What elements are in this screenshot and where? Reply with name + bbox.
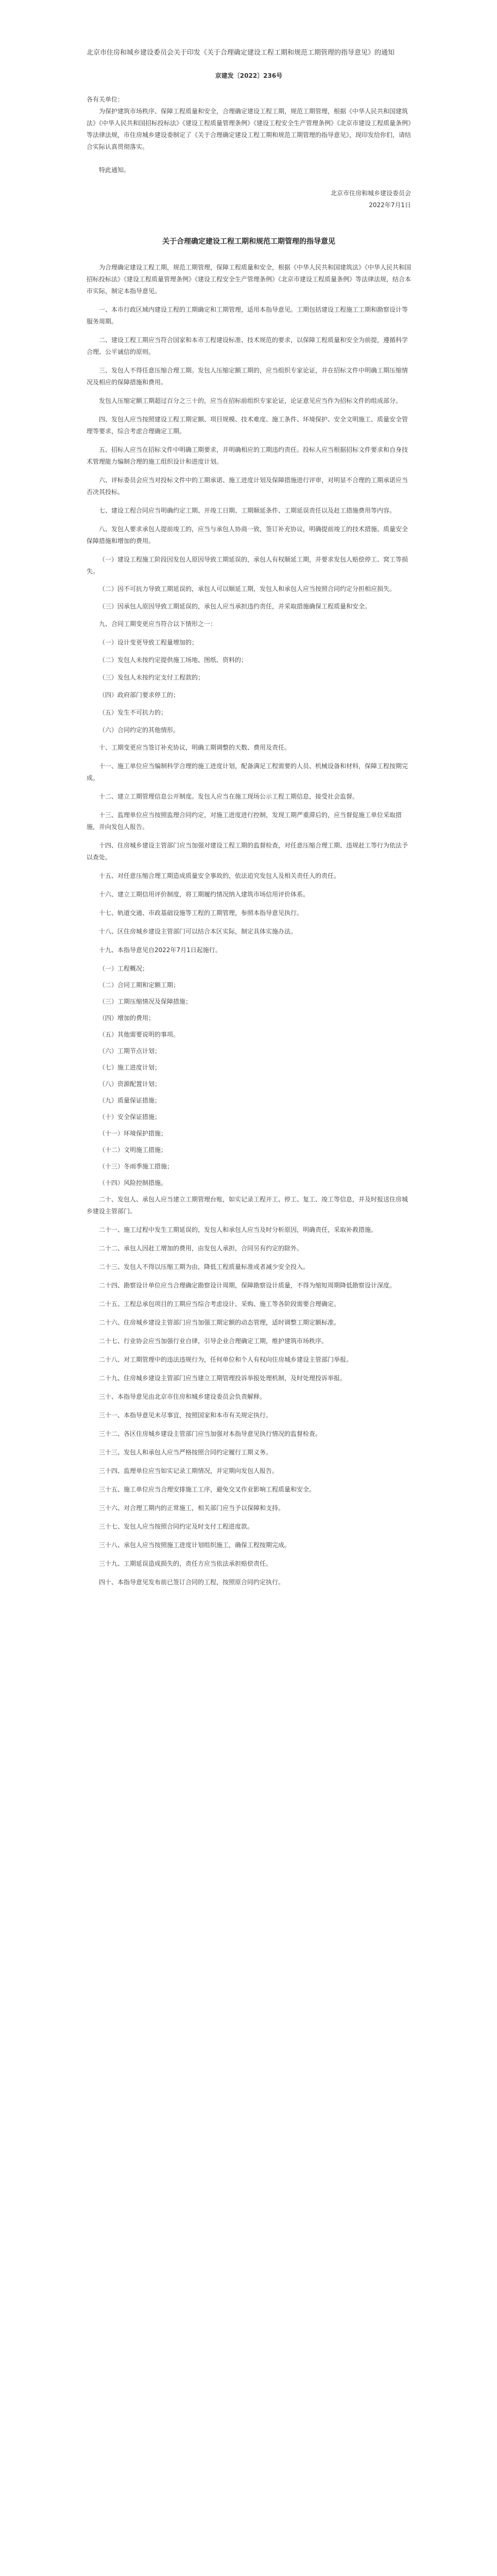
guide-paragraph: （四）政府部门要求停工的； <box>99 691 180 699</box>
guide-paragraph: 三十、本指导意见由北京市住房和城乡建设委员会负责解释。 <box>99 1393 266 1400</box>
guide-paragraph: （六）合同约定的其他情形。 <box>99 726 180 734</box>
guide-paragraph: （三）发包人未按约定支付工程款的； <box>99 674 204 681</box>
guide-paragraph: （十三）冬雨季施工措施； <box>99 1163 174 1170</box>
guide-paragraph: 三十六、对合理工期内的正常施工，相关部门应当予以保障和支持。 <box>99 1504 285 1512</box>
guide-paragraph: （七）施工进度计划； <box>99 1064 161 1071</box>
guide-paragraph: 七、建设工程合同应当明确约定工期、开竣工日期、工期顺延条件、工期延误责任以及赶工措施费用等内容。 <box>99 507 396 514</box>
guide-paragraph: （五）发生不可抗力的； <box>99 709 167 716</box>
guide-paragraph: （十四）风险控制措施。 <box>99 1179 167 1187</box>
closing: 特此通知。 <box>99 166 130 174</box>
guide-paragraph: （八）资源配置计划； <box>99 1080 161 1088</box>
guide-paragraph: 二十一、施工过程中发生工期延误的，发包人和承包人应当及时分析原因，明确责任，采取补救措施。 <box>99 1226 378 1233</box>
guide-paragraph: 三十五、施工单位应当合理安排施工工序，避免交叉作业影响工程质量和安全。 <box>99 1486 316 1493</box>
guide-paragraph: （五）其他需要说明的事项。 <box>99 1031 180 1038</box>
guide-paragraph: 十三、监理单位应当按照监理合同约定，对施工进度进行控制，发现工期严重滞后的，应当督促施工单位采取措施，并向发包人报告。 <box>87 811 402 831</box>
guide-paragraph: 十九、本指导意见自2022年7月1日起施行。 <box>99 946 221 954</box>
guide-paragraph: 十八、区住房城乡建设主管部门可以结合本区实际，制定具体实施办法。 <box>99 928 297 935</box>
guide-paragraph: （一）设计变更导致工程量增加的； <box>99 639 198 646</box>
guide-paragraph: 十、工期变更应当签订补充协议，明确工期调整的天数、费用及责任。 <box>99 744 291 751</box>
guide-paragraph: 五、招标人应当在招标文件中明确工期要求，并明确相应的工期违约责任。投标人应当根据招标文件要求和自身技术管理能力编制合理的施工组织设计和进度计划。 <box>87 446 408 465</box>
guide-paragraph: （三）工期压缩情况及保障措施； <box>99 998 192 1005</box>
notice-title: 北京市住房和城乡建设委员会关于印发《关于合理确定建设工程工期和规范工期管理的指导意见》的通知 <box>87 49 395 57</box>
guide-paragraph: 三十八、承包人应当按照施工进度计划组织施工，确保工程按期完成。 <box>99 1541 291 1549</box>
doc-number: 京建发〔2022〕236号 <box>215 72 283 79</box>
issuer: 北京市住房和城乡建设委员会 <box>330 190 411 197</box>
guide-paragraph: （二）因不可抗力导致工期延误的，承包人可以顺延工期，发包人和承包人应当按照合同约定分担相应损失。 <box>99 585 396 592</box>
guide-paragraph: 三十四、监理单位应当如实记录工期情况，并定期向发包人报告。 <box>99 1467 279 1475</box>
guide-paragraph: 二十七、行业协会应当加强行业自律，引导企业合理确定工期，维护建筑市场秩序。 <box>99 1337 328 1345</box>
guide-paragraph: 四十、本指导意见发布前已签订合同的工程，按照原合同约定执行。 <box>99 1579 285 1586</box>
issue-date: 2022年7月1日 <box>369 201 411 209</box>
guide-paragraph: （一）工程概况； <box>99 965 149 972</box>
guide-paragraph: （二）发包人未按约定提供施工场地、图纸、资料的； <box>99 656 248 664</box>
guide-paragraph: 十六、建立工期信用评价制度，将工期履约情况纳入建筑市场信用评价体系。 <box>99 891 310 898</box>
guide-paragraph: 二十四、勘察设计单位应当合理确定勘察设计周期，保障勘察设计质量，不得为缩短周期降低勘察设计深度。 <box>99 1282 396 1289</box>
guide-body <box>87 262 411 1595</box>
guide-paragraph: 八、发包人要求承包人提前竣工的，应当与承包人协商一致，签订补充协议，明确提前竣工的技术措施、质量安全保障措施和增加的费用。 <box>87 526 408 545</box>
guide-paragraph: 二十二、承包人因赶工增加的费用，由发包人承担，合同另有约定的除外。 <box>99 1245 303 1252</box>
guide-paragraph: 十一、施工单位应当编制科学合理的施工进度计划，配备满足工程需要的人员、机械设备和材料，保障工程按期完成。 <box>87 762 408 782</box>
notice-header <box>87 47 411 80</box>
guide-paragraph: 三十三、发包人和承包人应当严格按照合同约定履行工期义务。 <box>99 1449 272 1456</box>
guide-paragraph: 十五、对任意压缩合理工期造成质量安全事故的，依法追究发包人及相关责任人的责任。 <box>99 872 340 879</box>
guide-paragraph: 三十二、各区住房城乡建设主管部门应当加强对本指导意见执行情况的监督检查。 <box>99 1430 322 1437</box>
guide-paragraph: 九、合同工期变更应当符合以下情形之一： <box>99 620 217 628</box>
guide-paragraph: 十二、建立工期管理信息公开制度。发包人应当在施工现场公示工程工期信息，接受社会监督。 <box>99 793 359 800</box>
guide-paragraph: 二十九、住房城乡建设主管部门应当建立工期管理投诉举报处理机制，及时处理投诉举报。 <box>99 1375 347 1382</box>
guide-paragraph: 二十三、发包人不得以压缩工期为由，降低工程质量标准或者减少安全投入。 <box>99 1263 310 1270</box>
guide-title: 关于合理确定建设工程工期和规范工期管理的指导意见 <box>162 238 335 246</box>
notice-body <box>87 94 411 211</box>
guide-paragraph: （三）因承包人原因导致工期延误的，承包人应当承担违约责任，并采取措施确保工程质量和安全。 <box>99 603 371 610</box>
guide-paragraph: （十二）文明施工措施； <box>99 1146 167 1154</box>
guide-paragraph: 二十八、对工期管理中的违法违规行为，任何单位和个人有权向住房城乡建设主管部门举报。 <box>99 1356 353 1363</box>
guide-paragraph: （一）建设工程施工阶段因发包人原因导致工期延误的，承包人有权顺延工期，并要求发包人赔偿停工、窝工等损失。 <box>87 556 408 575</box>
guide-paragraph: 二、建设工程工期应当符合国家和本市工程建设标准、技术规范的要求，以保障工程质量和安全为前提，遵循科学合理、公平诚信的原则。 <box>87 336 408 355</box>
guide-paragraph: （四）增加的费用； <box>99 1014 155 1022</box>
guide-paragraph: 六、评标委员会应当对投标文件中的工期承诺、施工进度计划及保障措施进行评审，对明显不合理的工期承诺应当否决其投标。 <box>87 477 408 496</box>
guide-paragraph: （六）工期节点计划； <box>99 1047 161 1055</box>
notice-paragraph: 为保护建筑市场秩序、保障工程质量和安全，合理确定建设工程工期，规范工期管理，根据《中华人民共和国建筑法》《中华人民共和国招标投标法》《建设工程质量管理条例》《建设工程安全生产管理条例》《北京市建设工程质量条例》等法律法规，市住房城乡建设委制定了《关于合理确定建设工程工期和规范工期管理的指导意见》，现印发给你们，请结合实际认真贯彻落实。 <box>87 108 412 150</box>
guide-paragraph: 为合理确定建设工程工期，规范工期管理，保障工程质量和安全，根据《中华人民共和国建筑法》《中华人民共和国招标投标法》《建设工程质量管理条例》《建设工程安全生产管理条例》《北京市建设工程质量条例》等法律法规，结合本市实际，制定本指导意见。 <box>87 264 412 295</box>
guide-paragraph: （九）质量保证措施； <box>99 1097 161 1104</box>
guide-paragraph: 二十五、工程总承包项目的工期应当综合考虑设计、采购、施工等各阶段需要合理确定。 <box>99 1300 340 1308</box>
salutation: 各有关单位： <box>87 96 124 103</box>
guide-paragraph: 四、发包人应当按照建设工程工期定额、项目规模、技术难度、施工条件、环境保护、安全文明施工、质量安全管理等要求，综合考虑合理确定工期。 <box>87 416 408 435</box>
guide-paragraph: 一、本市行政区域内建设工程的工期确定和工期管理，适用本指导意见。工期包括建设工程施工工期和勘察设计等服务周期。 <box>87 306 408 325</box>
guide-paragraph: （十）安全保证措施； <box>99 1113 161 1121</box>
guide-paragraph: 三、发包人不得任意压缩合理工期。发包人压缩定额工期的，应当组织专家论证，并在招标文件中明确工期压缩情况及相应的保障措施和费用。 <box>87 367 408 386</box>
guide-paragraph: 三十九、工期延误造成损失的，责任方应当依法承担赔偿责任。 <box>99 1560 272 1567</box>
guide-paragraph: 发包人压缩定额工期超过百分之三十的，应当在招标前组织专家论证，论证意见应当作为招标文件的组成部分。 <box>99 397 402 404</box>
guide-paragraph: 十四、住房城乡建设主管部门应当加强对建设工程工期的监督检查，对任意压缩合理工期、违规赶工等行为依法予以查处。 <box>87 842 408 861</box>
guide-paragraph: 三十七、发包人应当按照合同约定及时支付工程进度款。 <box>99 1523 254 1530</box>
guide-paragraph: 二十、发包人、承包人应当建立工期管理台账，如实记录工程开工、停工、复工、竣工等信息，并及时报送住房城乡建设主管部门。 <box>87 1196 408 1215</box>
guide-paragraph: 二十六、住房城乡建设主管部门应当加强工期定额的动态管理，适时调整工期定额标准。 <box>99 1319 340 1326</box>
guide-paragraph: 三十一、本指导意见未尽事宜，按照国家和本市有关规定执行。 <box>99 1412 272 1419</box>
guide-paragraph: （二）合同工期和定额工期； <box>99 981 180 989</box>
guide-paragraph: 十七、轨道交通、市政基础设施等工程的工期管理，参照本指导意见执行。 <box>99 909 303 917</box>
guide-paragraph: （十一）环境保护措施； <box>99 1130 167 1137</box>
